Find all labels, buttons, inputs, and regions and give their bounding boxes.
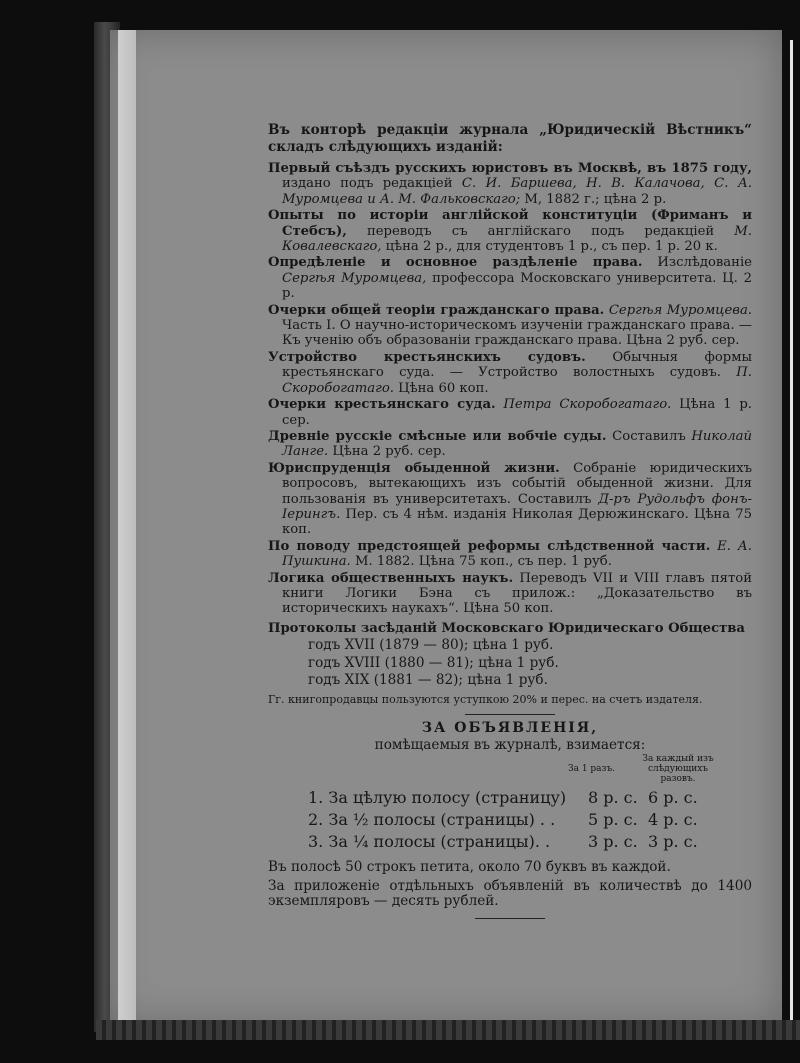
price-row [268, 787, 752, 812]
column-header-first: За 1 разъ. [568, 763, 616, 774]
price-first: 3 р. с. [588, 831, 638, 851]
publication-list [268, 161, 752, 617]
list-item: Очерки общей теоріи гражданскаго права. Сергѣя Муромцева. Часть I. О научно-историческомъ изученіи гражданскаго права. — Къ ученію объ образованіи гражданскаго права. Цѣна 2 руб. сер. [268, 302, 753, 349]
price-label: 3. За ¼ полосы (страницы). . [308, 831, 551, 851]
price-first: 5 р. с. [588, 809, 638, 829]
protocols-title: Протоколы засѣданій Московскаго Юридическаго Общества [268, 620, 745, 636]
price-following: 3 р. с. [648, 831, 698, 851]
page-gutter-strip [118, 30, 136, 1024]
right-page-edge [790, 40, 793, 1020]
protocol-year-row: годъ XVIII (1880 — 81); цѣна 1 руб. [308, 654, 559, 671]
price-label: 1. За цѣлую полосу (страницу) [308, 787, 567, 807]
list-item: Устройство крестьянскихъ судовъ. Обычныя формы крестьянскаго суда. — Устройство волостныхъ судовъ. П. Скоробогатаго. Цѣна 60 коп. [268, 349, 752, 396]
ads-subtitle: помѣщаемыя въ журналѣ, взимается: [374, 737, 646, 754]
price-first: 8 р. с. [588, 787, 638, 807]
price-row [268, 831, 752, 856]
end-divider [475, 918, 545, 919]
price-label: 2. За ½ полосы (страницы) . . [308, 809, 556, 829]
list-item: Первый съѣздъ русскихъ юристовъ въ Москвѣ, въ 1875 году, издано подъ редакціей С. И. Баршева, Н. В. Калачова, С. А. Муромцева и А. М. Фальковскаго; М, 1882 г.; цѣна 2 р. [268, 161, 752, 207]
list-item: По поводу предстоящей реформы слѣдственной части. Е. А. Пушкина. М. 1882. Цѣна 75 коп., съ пер. 1 руб. [268, 538, 752, 570]
ads-note-supplement: За приложеніе отдѣльныхъ объявленій въ количествѣ до 1400 экземпляровъ — десять рублей. [268, 878, 752, 910]
book-bottom-edge [96, 1020, 800, 1040]
list-item: Логика общественныхъ наукъ. Переводъ VII и VIII главъ пятой книги Логики Бэна съ прилож.: „Доказательство въ историческихъ наукахъ“. Цѣна 50 коп. [268, 570, 752, 617]
price-following: 6 р. с. [648, 787, 698, 807]
protocol-year-row: годъ XIX (1881 — 82); цѣна 1 руб. [308, 672, 548, 688]
column-header-following: За каждый изъ слѣдующихъ разовъ. [642, 753, 714, 784]
divider [465, 714, 555, 715]
protocol-year-row: годъ XVII (1879 — 80); цѣна 1 руб. [308, 637, 554, 654]
list-item: Опыты по исторіи англійской конституціи (Фриманъ и Стебсъ), переводъ съ англійскаго подъ редакціей М. Ковалевскаго, цѣна 2 р., для студентовъ 1 р., съ пер. 1 р. 20 к. [268, 208, 752, 255]
bookseller-note: Гг. книгопродавцы пользуются уступкою 20% и перес. на счетъ издателя. [268, 693, 703, 707]
ads-title: ЗА ОБЪЯВЛЕНІЯ, [421, 719, 599, 736]
list-item: Юриспруденція обыденной жизни. Собраніе юридическихъ вопросовъ, вытекающихъ изъ событій обыденной жизни. Для пользованія въ университетахъ. Составилъ Д-ръ Рудольфъ фонъ-Іерингъ. Пер. съ 4 нѣм. изданія Николая Дерюжинскаго. Цѣна 75 коп. [268, 460, 752, 538]
price-following: 4 р. с. [648, 809, 698, 829]
list-item: Древніе русскіе смѣсные или вобчіе суды. Составилъ Николай Ланге. Цѣна 2 руб. сер. [268, 428, 752, 460]
price-row [268, 809, 752, 834]
ads-note-lines: Въ полосѣ 50 строкъ петита, около 70 буквъ въ каждой. [268, 858, 671, 875]
list-item: Очерки крестьянскаго суда. Петра Скоробогатаго. Цѣна 1 р. сер. [268, 397, 752, 428]
price-column-headers [268, 754, 752, 790]
page-content [268, 122, 752, 919]
page-heading: Въ конторѣ редакціи журнала „Юридическій Вѣстникъ“ складъ слѣдующихъ изданій: [268, 122, 752, 155]
list-item: Опредѣленіе и основное раздѣленіе права. Изслѣдованіе Сергѣя Муромцева, профессора Московскаго университета. Ц. 2 р. [268, 255, 752, 302]
